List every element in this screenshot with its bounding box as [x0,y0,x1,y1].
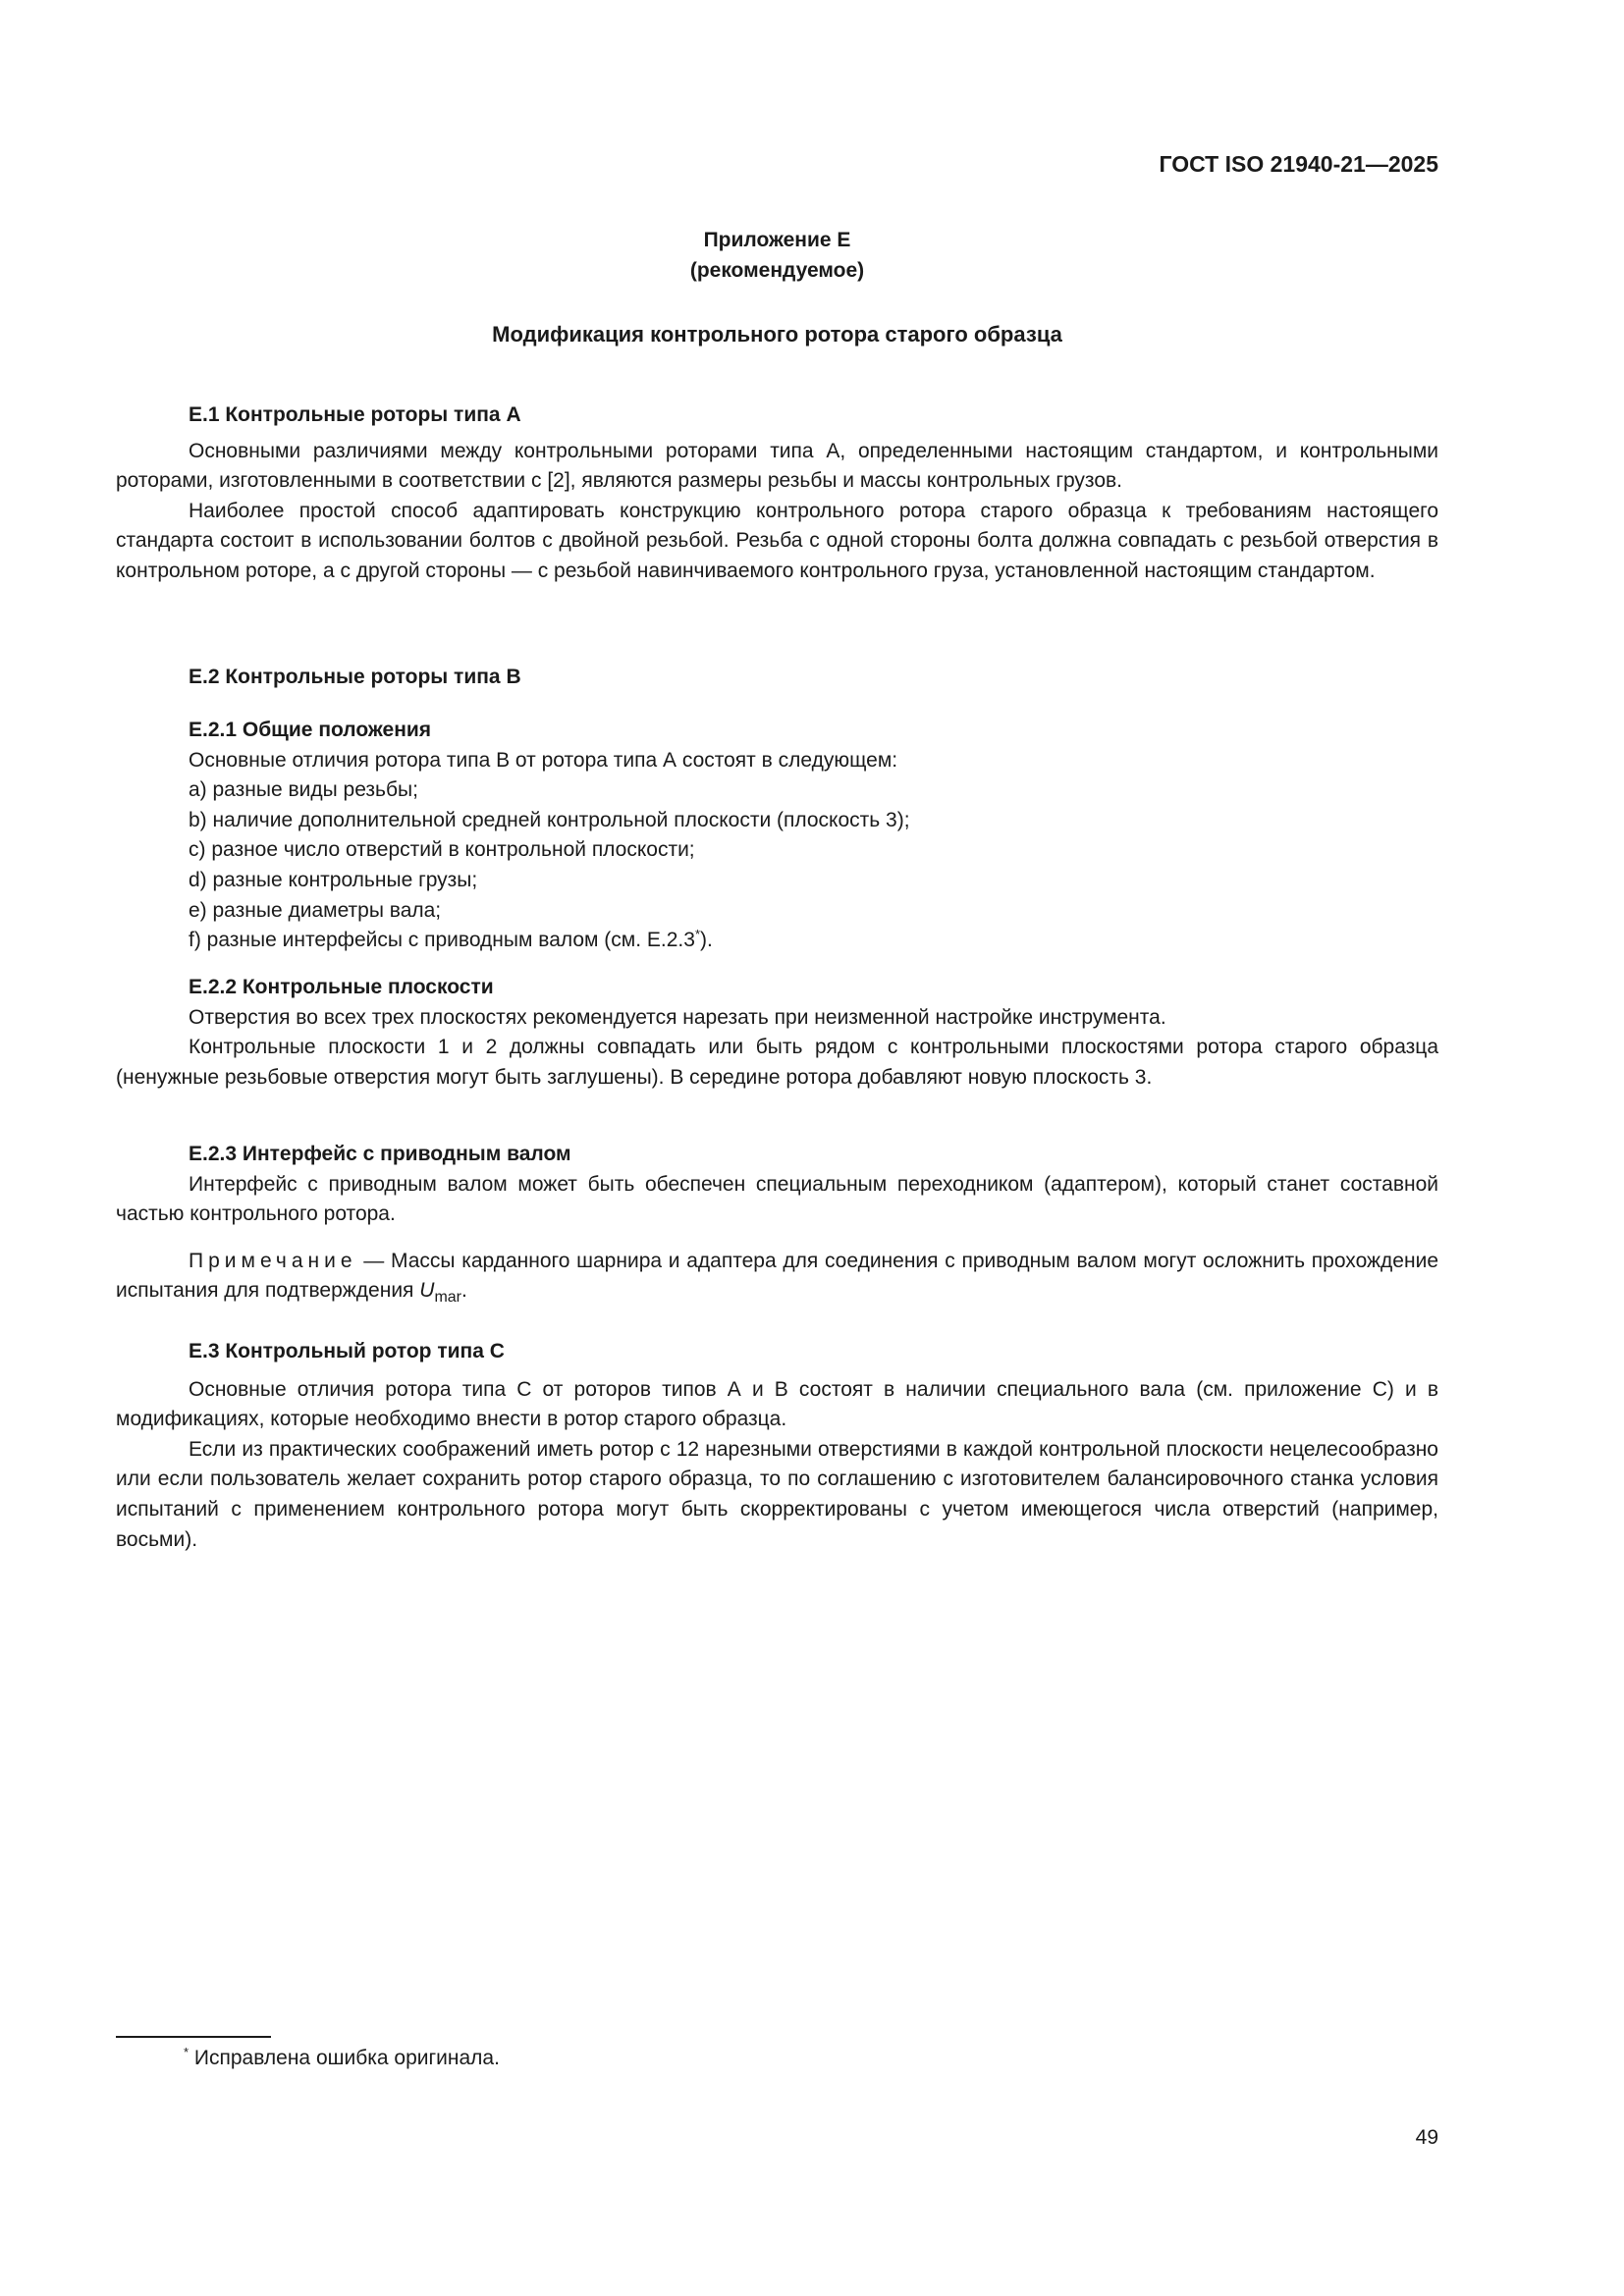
paragraph: Основные отличия ротора типа В от ротора типа А состоят в следующем: [189,748,898,772]
footnote [184,2044,500,2074]
annex-title: Приложение Е [703,229,851,251]
note-symbol: U [419,1279,435,1303]
note-end: . [461,1279,467,1303]
list-item: c) разное число отверстий в контрольной плоскости; [189,838,695,862]
section-heading: Е.2 Контрольные роторы типа В [189,666,521,688]
subsection-heading: Е.2.1 Общие положения [189,719,432,741]
paragraph: Наиболее простой способ адаптировать конструкцию контрольного ротора старого образца к требованиям настоящего стандарта состоит в использовании болтов с двойной резьбой. Резьба с одной стороны болта должна совпадать с резьбой отверстия в контрольном роторе, а с другой стороны — с резьбой навинчиваемого контрольного груза, установленной настоящим стандартом. [116,499,1438,582]
section-e22 [116,973,1438,1093]
paragraph: Основными различиями между контрольными роторами типа А, определенными настоящим стандартом, и контрольными роторами, изготовленными в соответствии с [2], являются размеры резьбы и массы контрольных грузов. [116,439,1438,493]
footnote-divider [116,2036,271,2038]
annex-title-block [116,226,1438,286]
note-subscript: mar [434,1289,461,1307]
section-heading: Е.3 Контрольный ротор типа С [189,1340,505,1362]
note [116,1247,1438,1307]
list-item: a) разные виды резьбы; [189,778,418,802]
list-item-end: ). [700,929,713,952]
list-item: b) наличие дополнительной средней контрольной плоскости (плоскость 3); [189,808,910,831]
list-item: d) разные контрольные грузы; [189,868,478,891]
list-item-text: f) разные интерфейсы с приводным валом (см. Е.2.3 [189,929,695,952]
list-item [116,926,1438,956]
section-e1 [116,400,1438,587]
note-text: — Массы карданного шарнира и адаптера для соединения с приводным валом могут осложнить прохождение испытания для подтверждения [116,1249,1438,1303]
paragraph: Если из практических соображений иметь ротор с 12 нарезными отверстиями в каждой контрольной плоскости нецелесообразно или если пользователь желает сохранить ротор старого образца, то по соглашению с изготовителем балансировочного станка условия испытаний с применением контрольного ротора могут быть скорректированы с учетом имеющегося числа отверстий (например, восьми). [116,1437,1438,1551]
subsection-heading: Е.2.3 Интерфейс с приводным валом [189,1143,571,1165]
section-heading: Е.1 Контрольные роторы типа А [189,403,521,426]
page-number: 49 [1415,2126,1438,2149]
paragraph: Отверстия во всех трех плоскостях рекомендуется нарезать при неизменной настройке инструмента. [189,1005,1166,1029]
footnote-text: Исправлена ошибка оригинала. [189,2047,500,2069]
annex-status: (рекомендуемое) [689,258,865,282]
paragraph: Основные отличия ротора типа С от роторов типов А и В состоят в наличии специального вала (см. приложение С) и в модификациях, которые необходимо внести в ротор старого образца. [116,1377,1438,1431]
paragraph: Интерфейс с приводным валом может быть обеспечен специальным переходником (адаптером), который станет составной частью контрольного ротора. [116,1172,1438,1226]
footnote-ref[interactable]: * [694,927,701,942]
annex-heading: Модификация контрольного ротора старого образца [492,322,1062,347]
section-e21 [116,716,1438,956]
paragraph: Контрольные плоскости 1 и 2 должны совпадать или быть рядом с контрольными плоскостями ротора старого образца (ненужные резьбовые отверстия могут быть заглушены). В середине ротора добавляют новую плоскость 3. [116,1036,1438,1089]
list-item: e) разные диаметры вала; [189,898,442,922]
document-header-id: ГОСТ ISO 21940-21—2025 [1159,151,1438,177]
subsection-heading: Е.2.2 Контрольные плоскости [189,976,494,998]
footnote-mark: * [184,2045,189,2059]
note-label: Примечание [189,1249,357,1272]
section-e23 [116,1140,1438,1307]
section-e3 [116,1337,1438,1555]
section-e2 [116,663,1438,693]
